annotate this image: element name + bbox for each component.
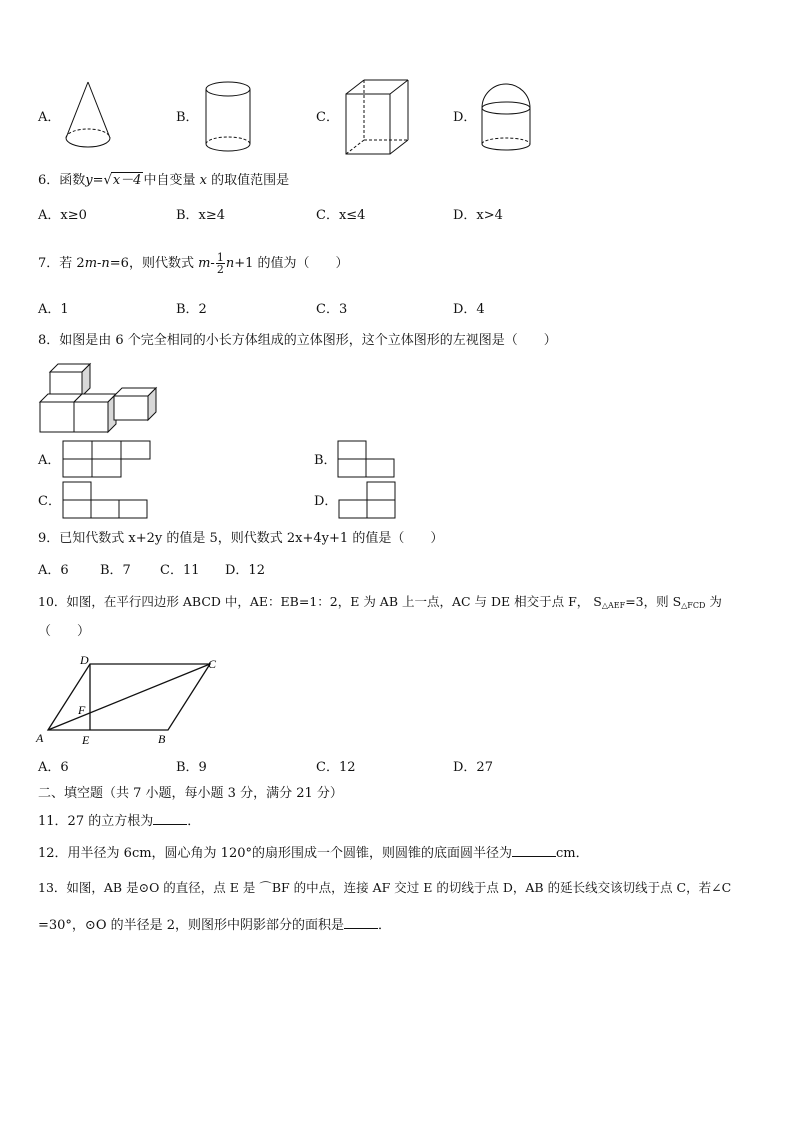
- q8-option-c-view: [62, 481, 148, 521]
- q9-option-c: C．11: [160, 563, 200, 578]
- q9-option-d: D．12: [225, 563, 265, 578]
- section-2-heading: 二、填空题（共 7 小题，每小题 3 分，满分 21 分）: [38, 786, 343, 801]
- q6-option-b: B．x≥4: [176, 208, 226, 223]
- q6-option-c: C．x≤4: [316, 208, 366, 223]
- q10-paren: （ ）: [38, 624, 91, 639]
- q13-line-2: =30°，⊙O 的半径是 2，则图形中阴影部分的面积是 ．: [38, 918, 392, 933]
- label-f: F: [78, 703, 86, 717]
- q11-answer-blank: [153, 812, 187, 825]
- cuboid-figure: [342, 78, 412, 158]
- q5-option-b-label: B．: [176, 110, 199, 125]
- q9-option-a: A．6: [38, 563, 69, 578]
- q7-option-b: B．2: [176, 302, 207, 317]
- q8-option-a-label: A．: [38, 453, 61, 468]
- label-e: E: [82, 733, 90, 747]
- q10-option-a: A．6: [38, 760, 69, 775]
- q8-option-b-view: [337, 440, 397, 480]
- q5-option-d-label: D．: [453, 110, 477, 125]
- label-c: C: [208, 657, 217, 671]
- cylinder-figure: [203, 80, 253, 156]
- q6-option-d: D．x>4: [453, 208, 503, 223]
- q8-option-b-label: B．: [314, 453, 337, 468]
- q8-option-d-view: [338, 481, 398, 521]
- q8-block-solid-figure: [38, 360, 163, 436]
- cylinder-hemisphere-figure: [478, 80, 534, 156]
- q8-option-a-view: [62, 440, 152, 480]
- q11-stem: 11．27 的立方根为 ．: [38, 814, 201, 829]
- q7-fraction: $\frac{1}{2}$: [216, 251, 224, 276]
- cone-figure: [62, 80, 114, 152]
- q7-option-c: C．3: [316, 302, 348, 317]
- q5-option-c-label: C．: [316, 110, 339, 125]
- q8-option-c-label: C．: [38, 494, 61, 509]
- q10-option-b: B．9: [176, 760, 207, 775]
- label-d: D: [80, 653, 89, 667]
- q12-stem: 12．用半径为 6cm，圆心角为 120°的扇形围成一个圆锥，则圆锥的底面圆半径为 cm．: [38, 846, 589, 861]
- label-b: B: [158, 732, 166, 746]
- q12-answer-blank: [512, 844, 556, 857]
- q6-option-a: A．x≥0: [38, 208, 87, 223]
- q7-stem: 7．若 2m-n=6，则代数式 m- $\frac{1}{2}$ n+1 的值为（ ）: [38, 251, 349, 276]
- q10-stem: 10．如图，在平行四边形 ABCD 中，AE：EB=1：2，E 为 AB 上一点，AC 与 DE 相交于点 F， $S_{\triangle AEF}=3$，则 $S_{\triangle FCD}$ 为: [38, 594, 722, 610]
- q7-option-d: D．4: [453, 302, 485, 317]
- parallelogram-figure: [34, 654, 224, 746]
- q9-stem: 9．已知代数式 x+2y 的值是 5，则代数式 2x+4y+1 的值是（ ）: [38, 531, 444, 546]
- label-a: A: [36, 731, 44, 745]
- q10-option-c: C．12: [316, 760, 356, 775]
- q9-option-b: B．7: [100, 563, 131, 578]
- q8-option-d-label: D．: [314, 494, 338, 509]
- q13-line-1: 13．如图，AB 是⊙O 的直径，点 E 是 ⌒BF 的中点，连接 AF 交过 E 的切线于点 D，AB 的延长线交该切线于点 C，若∠C: [38, 880, 732, 895]
- q8-stem: 8．如图是由 6 个完全相同的小长方体组成的立体图形，这个立体图形的左视图是（ ）: [38, 333, 557, 348]
- q13-answer-blank: [344, 916, 378, 929]
- q5-option-a-label: A．: [38, 110, 61, 125]
- q10-option-d: D．27: [453, 760, 493, 775]
- q7-option-a: A．1: [38, 302, 69, 317]
- q6-stem: 6．函数y=√x－4 中自变量 x 的取值范围是: [38, 173, 290, 188]
